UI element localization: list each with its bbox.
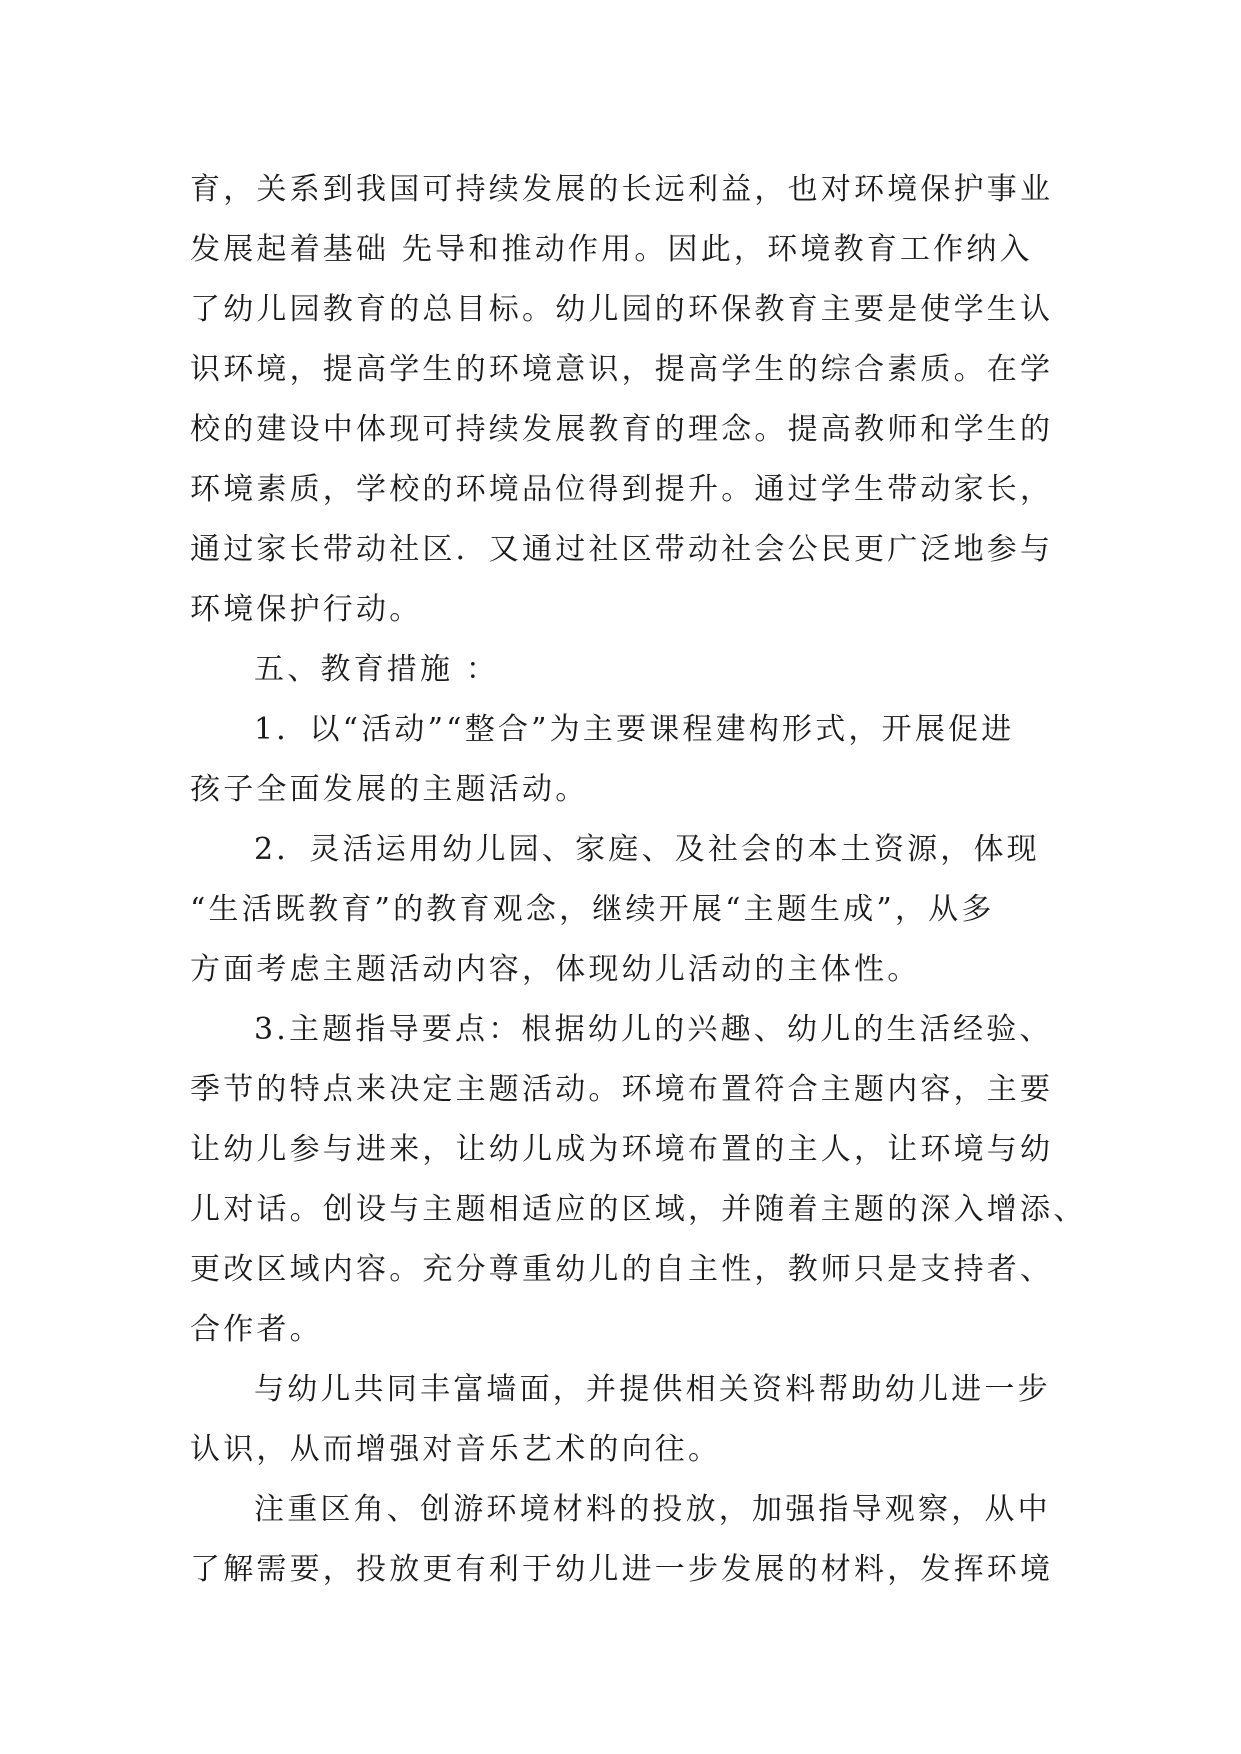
- text-line: 注重区角、创游环境材料的投放，加强指导观察，从中: [254, 1492, 1051, 1527]
- text-line: 育，关系到我国可持续发展的长远利益，也对环境保护事业: [190, 172, 1054, 207]
- text-line: 3.主题指导要点：根据幼儿的兴趣、幼儿的生活经验、: [254, 1012, 1053, 1047]
- text-line: 合作者。: [190, 1312, 323, 1347]
- text-line: 环境素质，学校的环境品位得到提升。通过学生带动家长，: [190, 472, 1054, 507]
- text-line: 了幼儿园教育的总目标。幼儿园的环保教育主要是使学生认: [190, 292, 1054, 327]
- section-heading: 五、教育措施 ：: [254, 652, 500, 687]
- text-line: 认识，从而增强对音乐艺术的向往。: [190, 1432, 722, 1467]
- text-line: 孩子全面发展的主题活动。: [190, 772, 589, 807]
- text-line: 发展起着基础 先导和推动作用。因此，环境教育工作纳入: [190, 232, 1033, 267]
- text-line: 2．灵活运用幼儿园、家庭、及社会的本土资源，体现: [254, 832, 1040, 867]
- body-text: [190, 160, 1087, 1600]
- text-line: 识环境，提高学生的环境意识，提高学生的综合素质。在学: [190, 352, 1054, 387]
- text-line: “生活既教育”的教育观念，继续开展“主题生成”，从多: [190, 892, 995, 927]
- text-line: 环境保护行动。: [190, 592, 423, 627]
- text-line: 校的建设中体现可持续发展教育的理念。提高教师和学生的: [190, 412, 1054, 447]
- text-line: 让幼儿参与进来，让幼儿成为环境布置的主人，让环境与幼: [190, 1132, 1054, 1167]
- text-line: 与幼儿共同丰富墙面，并提供相关资料帮助幼儿进一步: [254, 1372, 1051, 1407]
- text-line: 更改区域内容。充分尊重幼儿的自主性，教师只是支持者、: [190, 1252, 1054, 1287]
- text-line: 儿对话。创设与主题相适应的区域，并随着主题的深入增添、: [190, 1192, 1087, 1227]
- text-line: 1．以“活动”“整合”为主要课程建构形式，开展促进: [254, 712, 1015, 747]
- text-line: 通过家长带动社区．又通过社区带动社会公民更广泛地参与: [190, 532, 1054, 567]
- text-line: 方面考虑主题活动内容，体现幼儿活动的主体性。: [190, 952, 921, 987]
- text-line: 季节的特点来决定主题活动。环境布置符合主题内容，主要: [190, 1072, 1054, 1107]
- text-line: 了解需要，投放更有利于幼儿进一步发展的材料，发挥环境: [190, 1552, 1054, 1587]
